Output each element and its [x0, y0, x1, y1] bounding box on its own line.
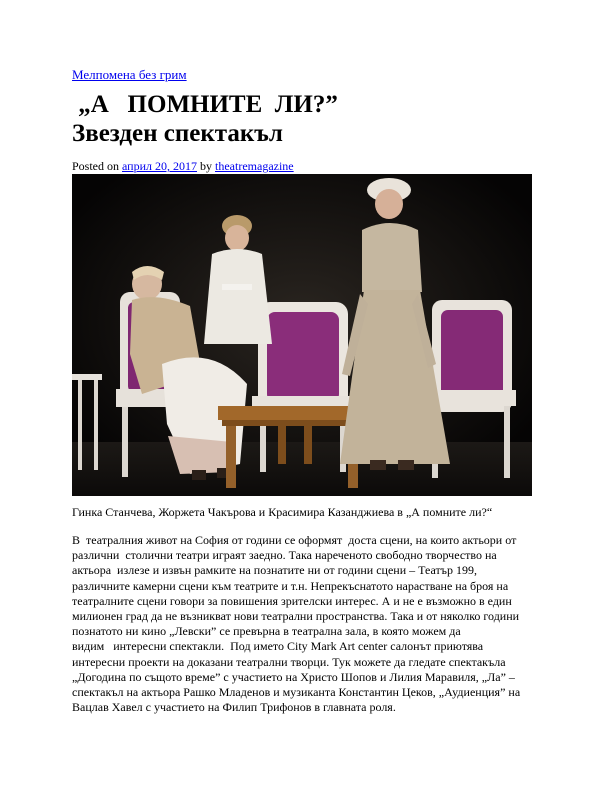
photo-caption: Гинка Станчева, Жоржета Чакърова и Красимира Казанджиева в „А помните ли?“	[72, 505, 493, 519]
body-line: милионен град да не възникват нови театрални пространства. Така и от няколко години	[72, 609, 520, 624]
body-line: видим интересни спектакли. Под името City Mark Art center салонът приютява	[72, 639, 484, 654]
body-line: познатото ни кино „Левски” се превърна в театрална зала, в която можем да	[72, 624, 461, 639]
post-date-link[interactable]: април 20, 2017	[122, 159, 198, 173]
article-title-line-2: Звезден спектакъл	[72, 120, 283, 147]
body-line: различни столични театри играят заедно. Така нареченото свободно творчество на	[72, 548, 497, 563]
author-link[interactable]: theatremagazine	[215, 159, 294, 173]
body-line: В театралния живот на София от години се оформят доста сцени, на които актьори от	[72, 533, 517, 547]
posted-on-label: Posted on	[72, 159, 123, 173]
article-title	[72, 90, 338, 148]
post-meta	[72, 159, 294, 174]
body-line: театралните сцени говори за повишения зрителски интерес. А и не е възможно в един	[72, 593, 512, 608]
by-label: by	[197, 159, 216, 173]
body-line: Вацлав Хавел с участието на Филип Трифонов в главната роля.	[72, 700, 396, 715]
article-title-line-1: „А ПОМНИТЕ ЛИ?”	[72, 91, 338, 118]
article-body	[72, 533, 534, 715]
body-line: интересни проекти на доказани театрални творци. Тук можете да гледате спектакъла	[72, 654, 506, 669]
body-line: различните камерни сцени към театрите и т.н. Непрекъснатото нарастване на броя на	[72, 578, 509, 593]
body-line: „Догодина по същото време” с участието на Христо Шопов и Лилия Маравиля, „Ла” –	[72, 669, 515, 684]
body-line: спектакъл на актьора Рашко Младенов и музиканта Константин Цеков, „Аудиенция” на	[72, 685, 521, 700]
article-photo	[72, 174, 532, 496]
category-link[interactable]: Мелпомена без грим	[72, 67, 187, 82]
body-line: актьора излезе и извън рамките на познатите ни от години сцени – Театър 199,	[72, 563, 477, 578]
stage-scene-image	[72, 174, 532, 496]
